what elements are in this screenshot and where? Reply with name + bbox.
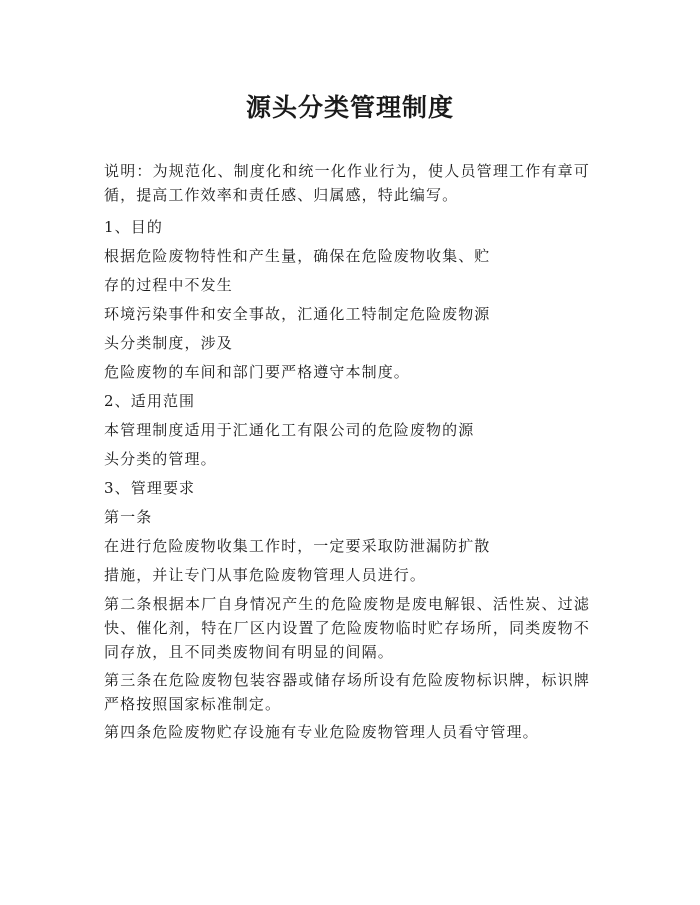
- purpose-line-5: 危险废物的车间和部门要严格遵守本制度。: [104, 363, 410, 381]
- article-1-line-2: 措施，并让专门从事危险废物管理人员进行。: [104, 566, 427, 584]
- article-1-line-1: 在进行危险废物收集工作时，一定要采取防泄漏防扩散: [104, 537, 491, 555]
- document-title: 源头分类管理制度: [245, 93, 454, 122]
- article-3-paragraph: 第三条在危险废物包装容器或储存场所设有危险废物标识牌，标识牌严格按照国家标准制定。: [104, 671, 590, 713]
- intro-paragraph: 说明：为规范化、制度化和统一化作业行为，使人员管理工作有章可循，提高工作效率和责任感、归属感，特此编写。: [104, 162, 590, 204]
- section-heading-requirements: 3、管理要求: [104, 479, 196, 497]
- document-body: [104, 157, 590, 746]
- article-4-paragraph: 第四条危险废物贮存设施有专业危险废物管理人员看守管理。: [104, 723, 539, 741]
- article-2-paragraph: 第二条根据本厂自身情况产生的危险废物是废电解银、活性炭、过滤快、催化剂，特在厂区内设置了危险废物临时贮存场所，同类废物不同存放，且不同类废物间有明显的间隔。: [104, 595, 590, 661]
- section-heading-purpose: 1、目的: [104, 218, 163, 236]
- section-heading-scope: 2、适用范围: [104, 392, 196, 410]
- purpose-line-4: 头分类制度，涉及: [104, 334, 233, 352]
- purpose-line-3: 环境污染事件和安全事故，汇通化工特制定危险废物源: [104, 305, 491, 323]
- scope-line-1: 本管理制度适用于汇通化工有限公司的危险废物的源: [104, 421, 475, 439]
- scope-line-2: 头分类的管理。: [104, 450, 217, 468]
- article-1-heading: 第一条: [104, 508, 153, 526]
- purpose-line-2: 存的过程中不发生: [104, 276, 233, 294]
- purpose-line-1: 根据危险废物特性和产生量，确保在危险废物收集、贮: [104, 247, 491, 265]
